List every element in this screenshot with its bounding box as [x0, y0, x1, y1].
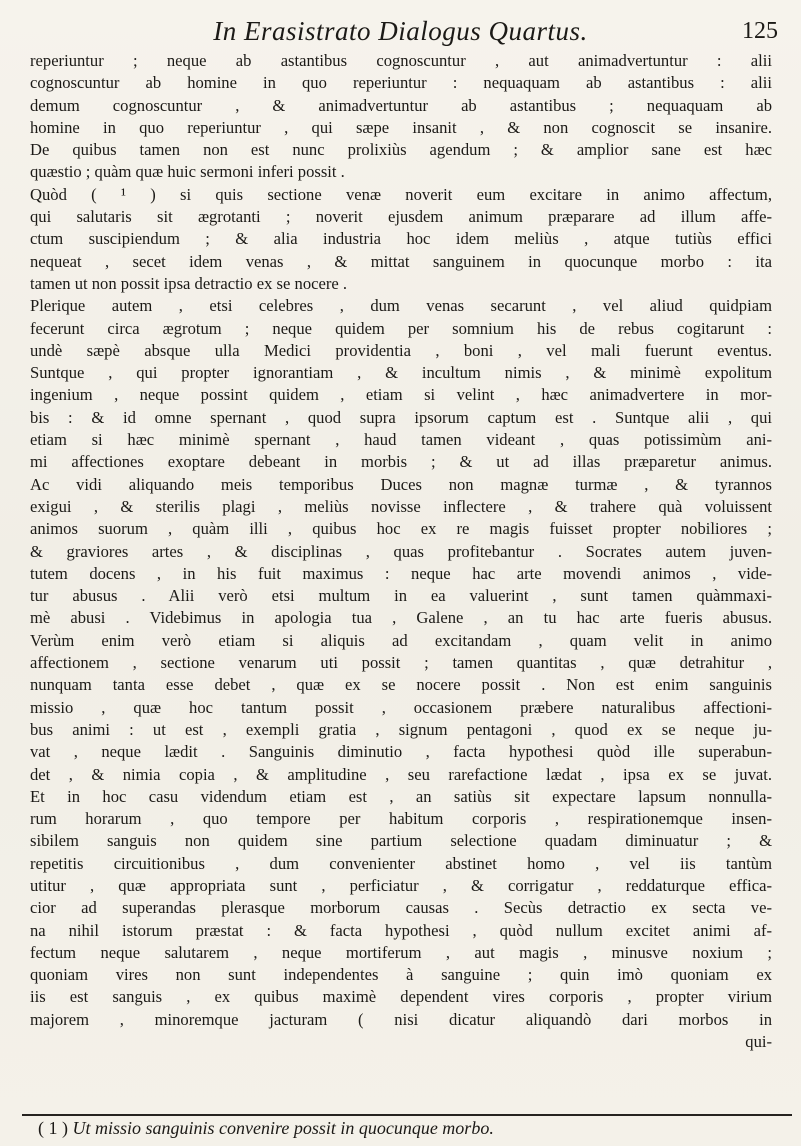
text-line: rum horarum , quo tempore per habitum corporis , respirationemque insen- [30, 809, 772, 829]
text-line: De quibus tamen non est nunc prolixiùs agendum ; & amplior sane est hæc [30, 140, 772, 160]
footnote [38, 1116, 778, 1140]
running-head: In Erasistrato Dialogus Quartus. [213, 16, 588, 46]
text-line: missio , quæ hoc tantum possit , occasionem præbere naturalibus affectioni- [30, 697, 772, 717]
text-line: utitur , quæ appropriata sunt , perficiatur , & corrigatur , reddaturque effica- [30, 875, 772, 895]
text-line: sibilem sanguis non quidem sine partium selectione quadam diminuatur ; & [30, 831, 772, 851]
text-line: Quòd ( ¹ ) si quis sectione venæ noverit eum excitare in animo affectum, [30, 184, 772, 204]
text-line: quoniam vires non sunt independentes à sanguine ; quin imò quoniam ex [30, 965, 772, 985]
text-line: fecerunt circa ægrotum ; neque quidem per somnium his de rebus cogitarunt : [30, 318, 772, 338]
text-line: Et in hoc casu videndum etiam est , an satiùs sit expectare lapsum nonnulla- [30, 786, 772, 806]
text-line: reperiuntur ; neque ab astantibus cognoscuntur , aut animadvertuntur : alii [30, 51, 772, 70]
text-line: mi affectiones exoptare debeant in morbis ; & ut ad illas præparetur animus. [30, 452, 772, 472]
text-line: bus animi : ut est , exempli gratia , signum pentagoni , quod ex se neque ju- [30, 719, 772, 739]
page-number: 125 [742, 18, 778, 44]
body-text [30, 50, 772, 1053]
text-line: demum cognoscuntur , & animadvertuntur ab astantibus ; nequaquam ab [30, 95, 772, 115]
text-line: fectum neque salutarem , neque mortiferum , aut magis , minusve noxium ; [30, 942, 772, 962]
text-line: Ac vidi aliquando meis temporibus Duces non magnæ turmæ , & tyrannos [30, 474, 772, 494]
text-line: tur abusus . Alii verò etsi multum in ea valuerint , sunt tamen quàmmaxi- [30, 586, 772, 606]
text-line: tamen ut non possit ipsa detractio ex se nocere . [30, 273, 348, 293]
text-line: qui salutaris sit ægrotanti ; noverit ejusdem animum præparare ad illum affe- [30, 207, 772, 227]
text-line: Verùm enim verò etiam si aliquis ad excitandam , quam velit in animo [30, 630, 772, 650]
text-line: repetitis circuitionibus , dum convenienter abstinet homo , vel iis tantùm [30, 853, 772, 873]
text-line: ctum suscipiendum ; & alia industria hoc idem meliùs , atque tutiùs effici [30, 229, 772, 249]
text-line: Suntque , qui propter ignorantiam , & incultum nimis , & minimè expolitum [30, 363, 772, 383]
text-line: cior ad superandas plerasque morborum causas . Secùs detractio ex secta ve- [30, 898, 772, 918]
text-line: iis est sanguis , ex quibus maximè dependent vires corporis , propter virium [30, 987, 772, 1007]
catchword: qui- [745, 1032, 772, 1052]
text-line: etiam si hæc minimè spernant , haud tamen videant , quas potissimùm ani- [30, 430, 772, 450]
text-line: quæstio ; quàm quæ huic sermoni inferi possit . [30, 162, 345, 182]
text-line: affectionem , sectione venarum uti possit ; tamen quantitas , quæ detrahitur , [30, 653, 772, 673]
text-line: animos suorum , quàm illi , quibus hoc ex re magis fuisset propter nobiliores ; [30, 519, 772, 539]
text-line: majorem , minoremque jacturam ( nisi dicatur aliquandò dari morbos in [30, 1009, 772, 1029]
text-line: det , & nimia copia , & amplitudine , seu rarefactione lædat , ipsa ex se juvat. [30, 764, 772, 784]
text-line: nequeat , secet idem venas , & mittat sanguinem in quocunque morbo : ita [30, 251, 772, 271]
footnote-text: Ut missio sanguinis convenire possit in quocunque morbo. [72, 1118, 494, 1138]
text-line: undè sæpè absque ulla Medici providentia , boni , vel mali fuerunt eventus. [30, 340, 772, 360]
text-line: & graviores artes , & disciplinas , quas profitebantur . Socrates autem juven- [30, 541, 772, 561]
text-line: ingenium , neque possint quidem , etiam si velint , hæc animadvertere in mor- [30, 385, 772, 405]
text-line: nunquam tanta esse debet , quæ ex se nocere possit . Non est enim sanguinis [30, 675, 772, 695]
text-line: mè abusi . Videbimus in apologia tua , Galene , an tu hac arte fueris abusus. [30, 608, 772, 628]
text-line: exigui , & sterilis plagi , meliùs novisse inflectere , & trahere quà voluissent [30, 496, 772, 516]
text-line: Plerique autem , etsi celebres , dum venas secarunt , vel aliud quidpiam [30, 296, 772, 316]
text-line: na nihil istorum præstat : & facta hypothesi , quòd nullum excitet animi af- [30, 920, 772, 940]
footnote-marker: ( 1 ) [38, 1118, 68, 1138]
text-line: bis : & id omne spernant , quod supra ipsorum captum est . Suntque alii , qui [30, 407, 772, 427]
text-line: vat , neque lædit . Sanguinis diminutio , facta hypothesi quòd ille superabun- [30, 742, 772, 762]
text-line: cognoscuntur ab homine in quo reperiuntur : nequaquam ab astantibus : alii [30, 73, 772, 93]
text-line: homine in quo reperiuntur , qui sæpe insanit , & non cognoscit se insanire. [30, 117, 772, 137]
text-line: tutem docens , in his fuit maximus : neque hac arte movendi animos , vide- [30, 563, 772, 583]
